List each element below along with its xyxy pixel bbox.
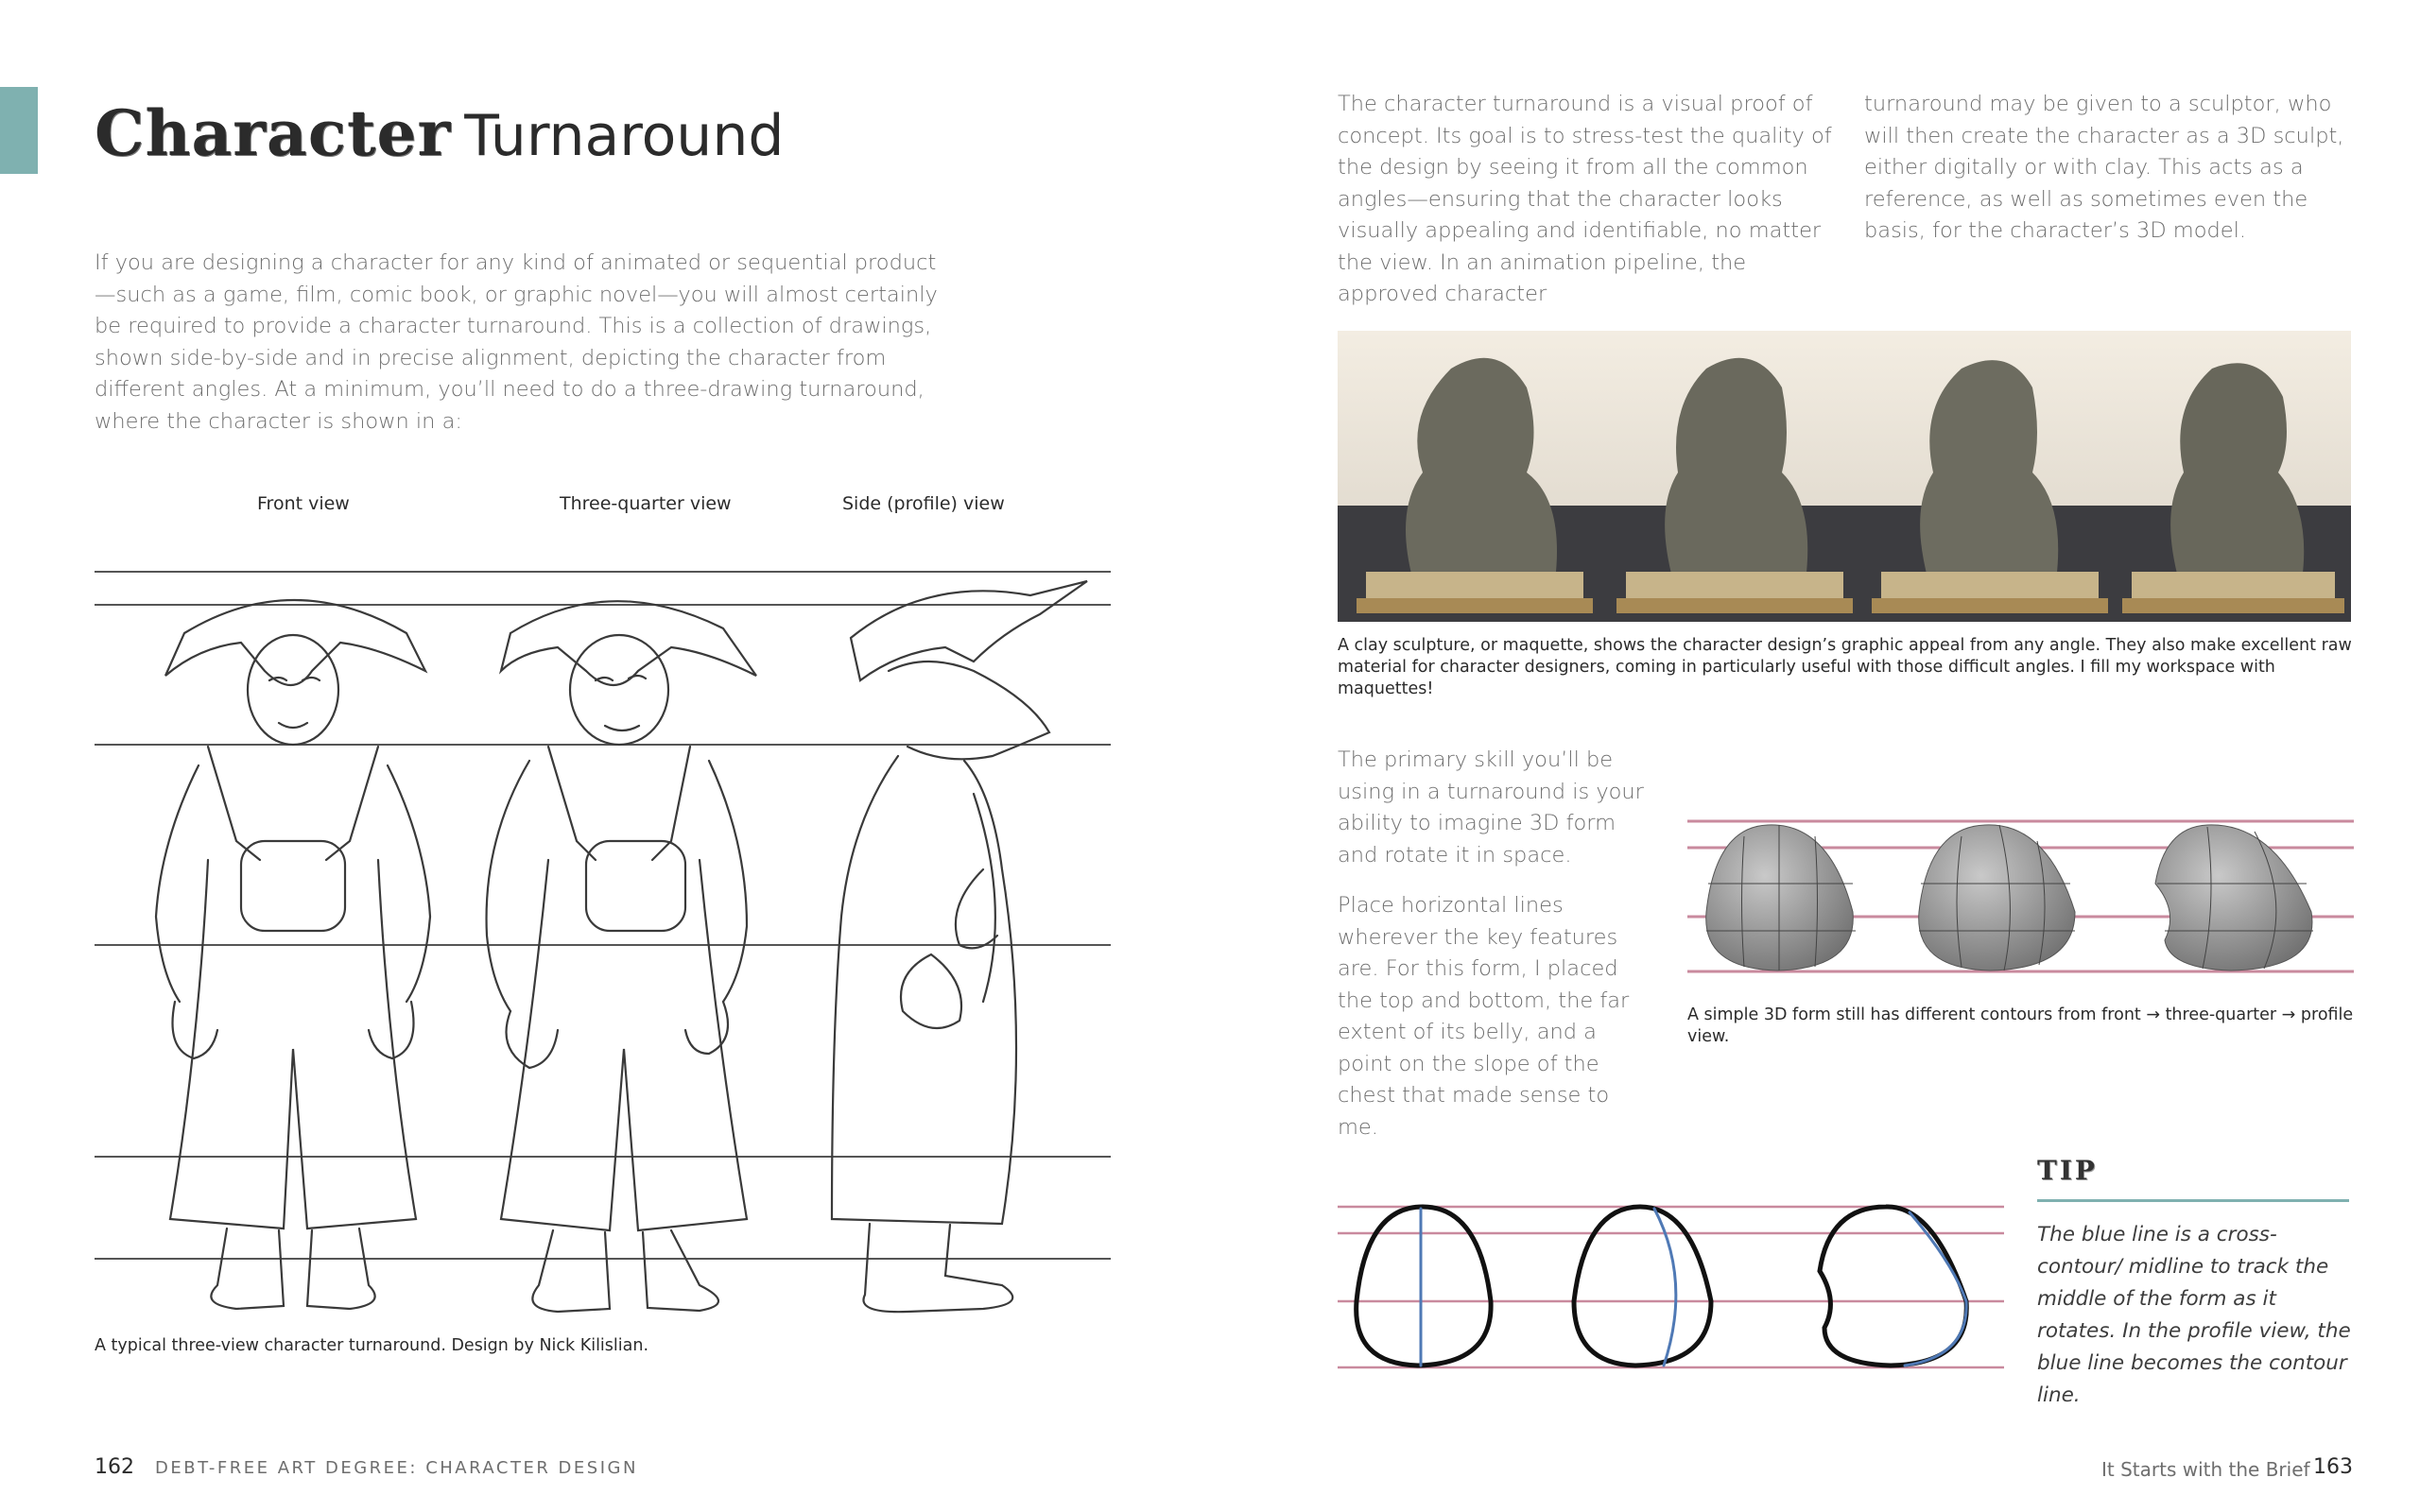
intro-paragraph: If you are designing a character for any kind of animated or sequential product—such as a game, film, comic book, or graphic novel—you will almost certainly be required to provide a character turnaround. This is a collection of drawings, shown side-by-side and in precise alignment, depicting the character from different angles. At a minimum, you’ll need to do a three-drawing turnaround, where the character is shown in a: (95, 250, 938, 434)
title-decorative-word: Character (95, 96, 452, 170)
three-quarter-figure (487, 601, 756, 1312)
view-label-three-quarter: Three-quarter view (560, 493, 732, 514)
guide-lines (95, 572, 1111, 1259)
maquette-photo-strip (1338, 331, 2351, 622)
skill-paragraph-1: The primary skill you’ll be using in a turnaround is your ability to imagine 3D form and rotate it in space. (1338, 747, 1644, 868)
tip-divider (2037, 1199, 2349, 1202)
view-label-front: Front view (257, 493, 350, 514)
right-column-2: turnaround may be given to a sculptor, who will then create the character as a 3D sculpt, either digitally or with clay. This acts as a reference, as well as sometimes even the basis, for the character’s 3D model. (1864, 92, 2344, 243)
title-word: Turnaround (464, 103, 785, 169)
character-turnaround-drawing (95, 558, 1111, 1332)
contour-profile (1820, 1207, 1966, 1366)
sculpture-caption: A clay sculpture, or maquette, shows the character design’s graphic appeal from any angle. They also make excellent raw material for character designers, coming in particularly useful with those difficult angles. I fill my workspace with maquettes! (1338, 636, 2352, 698)
right-column-1: The character turnaround is a visual proof of concept. Its goal is to stress-test the quality of the design by seeing it from all the common angles—ensuring that the character looks visually appealing and identifiable, no matter the view. In an animation pipeline, the approved character (1338, 92, 1832, 306)
page-number-left: 162 (95, 1455, 134, 1479)
page-number-right: 163 (2313, 1455, 2353, 1479)
contour-three-quarter (1574, 1207, 1711, 1366)
front-figure (156, 600, 430, 1309)
tip-title: TIP (2037, 1155, 2098, 1186)
turnaround-caption: A typical three-view character turnaround. Design by Nick Kilislian. (95, 1336, 649, 1355)
side-figure (832, 581, 1087, 1312)
tip-text: The blue line is a cross-contour/ midline to track the middle of the form as it rotates. In the profile view, the blue line becomes the contour line. (2037, 1223, 2351, 1407)
3d-form-rotation-illustration (1687, 808, 2354, 988)
chapter-title: It Starts with the Brief (2101, 1458, 2310, 1481)
form-caption: A simple 3D form still has different contours from front → three-quarter → profile view. (1687, 1005, 2354, 1046)
skill-paragraph-2: Place horizontal lines wherever the key features are. For this form, I placed the top and bottom, the far extent of its belly, and a point on the slope of the chest that made sense to me. (1338, 893, 1630, 1140)
running-title: DEBT-FREE ART DEGREE: CHARACTER DESIGN (155, 1458, 638, 1478)
page-title (95, 96, 784, 170)
section-color-tab (0, 87, 38, 174)
contour-front (1357, 1207, 1491, 1366)
view-label-side: Side (profile) view (842, 493, 1005, 514)
contour-midline-illustration (1338, 1195, 2004, 1375)
